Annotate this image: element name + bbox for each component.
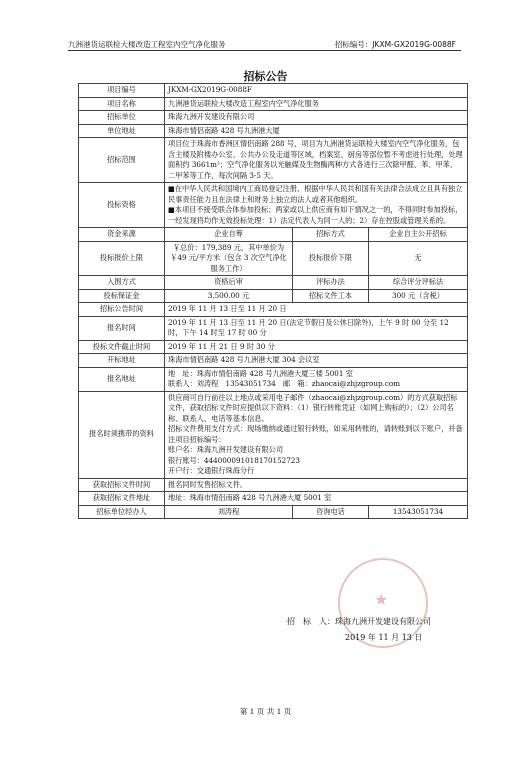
value-notice-time: 2019 年 11 月 13 日至 11 月 20 日	[165, 303, 468, 317]
document-title: 招标公告	[243, 70, 288, 83]
label-address: 单位地址	[79, 124, 165, 138]
value-shortlist: 资格后审	[165, 276, 293, 290]
value-phone: 13543051734	[369, 505, 468, 519]
row-qualification	[79, 183, 468, 228]
label-get-time: 获取招标文件时间	[79, 478, 165, 492]
signature-date: 2019 年 11 月 13 日	[345, 633, 423, 642]
row-funding	[79, 228, 468, 242]
label-opening: 开标地址	[79, 354, 165, 368]
label-tender-method: 招标方式	[293, 228, 369, 242]
row-project-name	[79, 97, 468, 111]
value-deadline: 2019 年 11 月 21 日 9 时 30 分	[165, 340, 468, 354]
label-notice-time: 招标公告时间	[79, 303, 165, 317]
header-tender-code: 招标编号：JKXM-GX2019G-0088F	[334, 40, 456, 49]
row-get-address	[79, 492, 468, 506]
value-tender-method: 企业自主公开招标	[369, 228, 468, 242]
value-get-address: 地址：珠海市情侣南路 428 号九洲港大厦 5001 室	[165, 492, 468, 506]
row-ceiling	[79, 241, 468, 276]
value-reg-time: 2019 年 11 月 13 日至 11 月 20 日(法定节假日及公休日除外)，上午 9 时 00 分至 12 时，下午 14 时至 17 时 00 分	[165, 316, 468, 340]
label-funding: 资金来源	[79, 228, 165, 242]
label-reg-time: 报名时间	[79, 316, 165, 340]
row-notice-time	[79, 303, 468, 317]
row-deadline	[79, 340, 468, 354]
signature-tenderer: 招 标 人：珠海九洲开发建设有限公司	[287, 617, 431, 626]
seal-star-icon: ★	[374, 590, 389, 609]
value-deposit: 3,500.00 元	[165, 289, 293, 303]
value-funding: 企业自筹	[165, 228, 293, 242]
value-scope: 项目位于珠海市香洲区情侣南路 288 号，项目为九洲港货运联检大楼室内空气净化服务，包含主楼及附楼办公室、公共办公及走道等区域，档案室、厨房等部位暂不考虑进行处理，处理面积约 3661m²；空气净化服务以光触媒及生物酶两种方式各进行三次除甲醛、苯、甲苯、二甲苯等工作，每次间隔 3-5 天。	[165, 138, 468, 183]
label-project-no: 项目编号	[79, 84, 165, 98]
row-project-no	[79, 84, 468, 98]
value-reg-address: 地 址：珠海市情侣南路 428 号九洲港大厦三楼 5001 室 联系人：刘涛程 13543051734 邮 箱：zhaocai@zhjzgroup.com	[165, 367, 468, 391]
label-get-address: 获取招标文件地址	[79, 492, 165, 506]
row-agent	[79, 505, 468, 519]
value-project-no: JKXM-GX2019G-0088F	[165, 84, 468, 98]
label-ceiling: 投标报价上限	[79, 241, 165, 276]
tender-table	[78, 83, 468, 519]
row-method	[79, 276, 468, 290]
label-deadline: 投标文件截止时间	[79, 340, 165, 354]
value-doc-fee: 300 元（含税）	[369, 289, 468, 303]
label-floor: 投标报价下限	[293, 241, 369, 276]
label-agent: 招标单位经办人	[79, 505, 165, 519]
header-rule	[68, 50, 461, 51]
label-scope: 招标范围	[79, 138, 165, 183]
label-materials: 报名时须携带的资料	[79, 391, 165, 478]
value-get-time: 报名同时发售招标文件。	[165, 478, 468, 492]
row-materials	[79, 391, 468, 478]
value-evaluation: 综合评分评标法	[369, 276, 468, 290]
page-header	[0, 0, 531, 49]
value-project-name: 九洲港货运联检大楼改造工程室内空气净化服务	[165, 97, 468, 111]
value-address: 珠海市情侣南路 428 号九洲港大厦	[165, 124, 468, 138]
row-tenderer	[79, 111, 468, 125]
value-qualification: ■在中华人民共和国境内工商局登记注册、根据中华人民共和国有关法律合法成立且具有独立民事责任能力且在法律上和财务上独立的法人或者其他组织。 ■本项目不接受联合体参加投标；两家或以上供应商有如下情况之一的，不得同时参加投标，一经发现将均作无效投标处理：1）法定代表人为同一人的；2）存在控股或管理关系的。	[165, 183, 468, 228]
label-reg-address: 报名地址	[79, 367, 165, 391]
label-project-name: 项目名称	[79, 97, 165, 111]
label-phone: 咨询电话	[293, 505, 369, 519]
label-deposit: 投标保证金	[79, 289, 165, 303]
label-tenderer: 招标单位	[79, 111, 165, 125]
row-scope	[79, 138, 468, 183]
label-qualification: 投标资格	[79, 183, 165, 228]
row-get-time	[79, 478, 468, 492]
row-reg-time	[79, 316, 468, 340]
header-project-name: 九洲港货运联检大楼改造工程室内空气净化服务	[68, 40, 226, 49]
page-footer: 第 1 页 共 1 页	[239, 707, 292, 716]
value-materials: 供应商可自行前往以上地点或采用电子邮件（zhaocai@zhjzgroup.com）的方式获取招标文件，获取招标文件时应提供以下资料：（1）银行转账凭证（如网上购标的）；（2）公司名称、联系人、电话等基本信息。 招标文件费用支付方式：现场缴纳或通过银行转账，如采用转账的，请转账到以下账户，并备注项目招标编号： 账户名：珠海九洲开发建设有限公司 银行账号：44400009101817015272​3 开户行：交通银行珠海分行	[165, 391, 468, 478]
row-deposit	[79, 289, 468, 303]
row-reg-address	[79, 367, 468, 391]
value-opening: 珠海市情侣南路 428 号九洲港大厦 304 会议室	[165, 354, 468, 368]
value-tenderer: 珠海九洲开发建设有限公司	[165, 111, 468, 125]
row-address	[79, 124, 468, 138]
row-opening	[79, 354, 468, 368]
label-doc-fee: 招标文件工本	[293, 289, 369, 303]
value-ceiling: ￥总价：179,389 元，其中单价为￥49 元/平方米（包含 3 次空气净化服务工作）	[165, 241, 293, 276]
value-agent: 刘涛程	[165, 505, 293, 519]
label-shortlist: 入围方式	[79, 276, 165, 290]
label-evaluation: 评标办法	[293, 276, 369, 290]
value-floor: 无	[369, 241, 468, 276]
